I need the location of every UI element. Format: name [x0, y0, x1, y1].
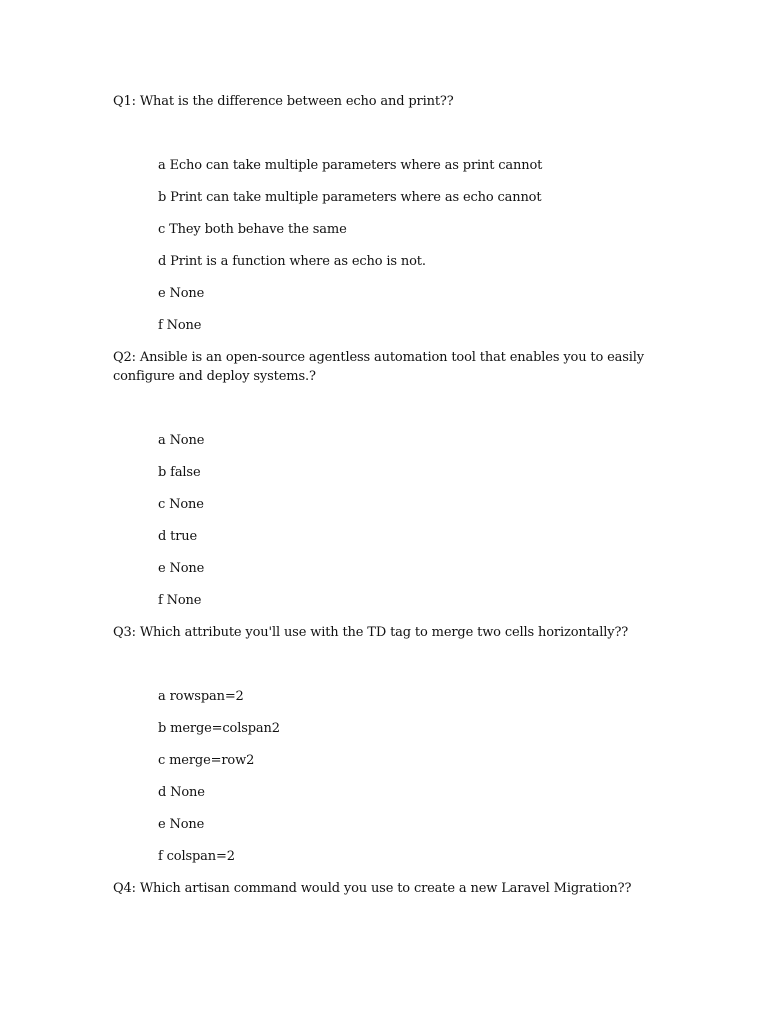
- question-3: Q3: Which attribute you'll use with the TD tag to merge two cells horizontally??: [113, 625, 629, 640]
- question-1-option-f: f None: [158, 318, 202, 333]
- question-1-option-b: b Print can take multiple parameters where as echo cannot: [158, 190, 542, 205]
- question-2-option-a: a None: [158, 433, 205, 448]
- question-2-option-e: e None: [158, 561, 205, 576]
- question-4: Q4: Which artisan command would you use to create a new Laravel Migration??: [113, 881, 632, 896]
- question-1-option-e: e None: [158, 286, 205, 301]
- question-2-option-b: b false: [158, 465, 201, 480]
- question-1: Q1: What is the difference between echo and print??: [113, 94, 454, 109]
- question-2-option-d: d true: [158, 529, 198, 544]
- question-3-option-c: c merge=row2: [158, 753, 255, 768]
- question-3-option-d: d None: [158, 785, 205, 800]
- question-1-option-a: a Echo can take multiple parameters where as print cannot: [158, 158, 543, 173]
- question-3-option-f: f colspan=2: [158, 849, 235, 864]
- question-1-option-d: d Print is a function where as echo is not.: [158, 254, 426, 269]
- question-1-option-c: c They both behave the same: [158, 222, 347, 237]
- question-3-option-b: b merge=colspan2: [158, 721, 280, 736]
- question-3-option-a: a rowspan=2: [158, 689, 244, 704]
- question-2: Q2: Ansible is an open-source agentless automation tool that enables you to easily configure and deploy systems.?: [113, 350, 645, 384]
- question-3-option-e: e None: [158, 817, 205, 832]
- question-2-option-c: c None: [158, 497, 204, 512]
- question-2-option-f: f None: [158, 593, 202, 608]
